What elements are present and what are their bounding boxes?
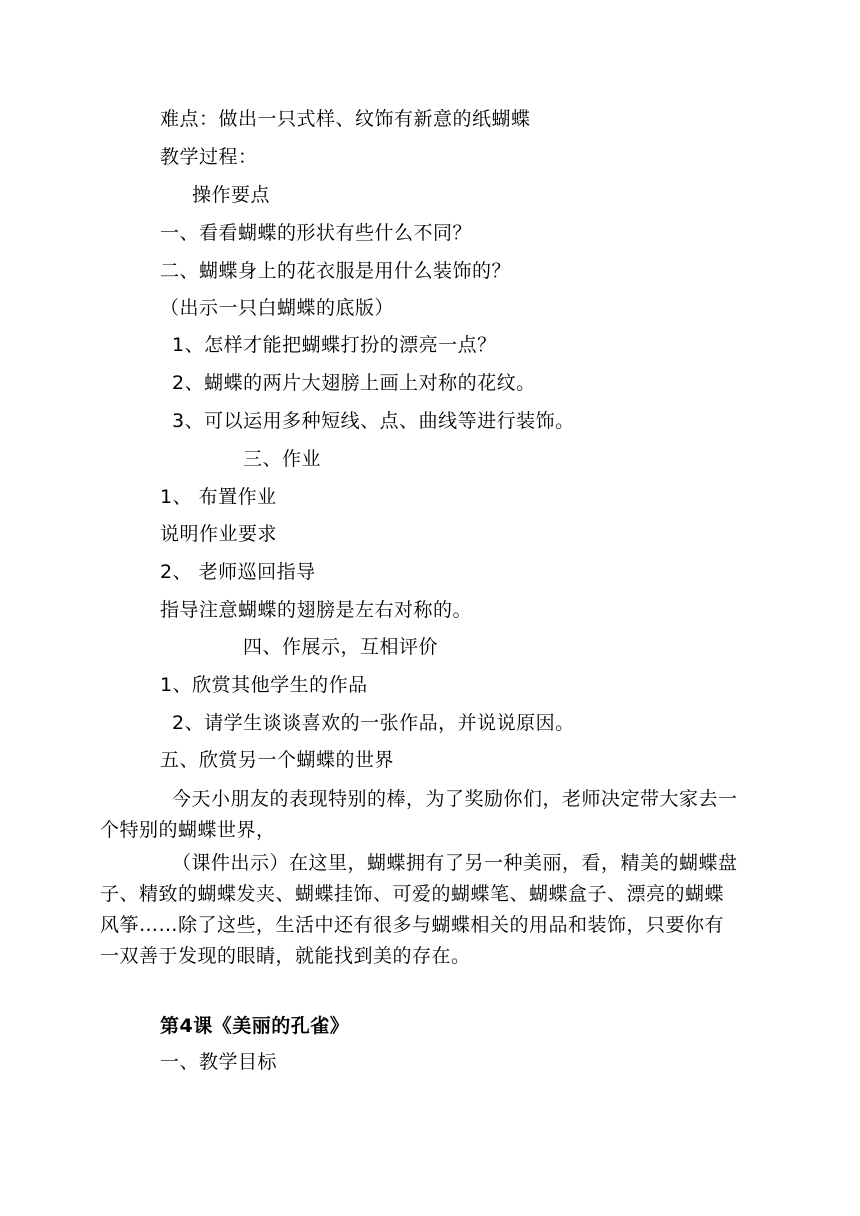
- step-two-line: 二、蝴蝶身上的花衣服是用什么装饰的？: [160, 260, 512, 282]
- homework-heading: 三、作业: [243, 448, 322, 470]
- teaching-process-heading: 教学过程：: [160, 146, 258, 168]
- item-1-line: 1、怎样才能把蝴蝶打扮的漂亮一点？: [172, 334, 497, 356]
- discuss-favorite-line: 2、请学生谈谈喜欢的一张作品，并说说原因。: [172, 712, 575, 734]
- another-world-heading: 五、欣赏另一个蝴蝶的世界: [160, 749, 395, 771]
- difficulty-line: 难点：做出一只式样、纹饰有新意的纸蝴蝶: [160, 108, 531, 130]
- lesson-title: 第4课《美丽的孔雀》: [160, 1015, 350, 1037]
- homework-requirements-line: 说明作业要求: [160, 523, 278, 545]
- homework-item-2: 2、 老师巡回指导: [160, 561, 316, 583]
- item-2-line: 2、蝴蝶的两片大翅膀上画上对称的花纹。: [172, 372, 536, 394]
- appreciate-works-line: 1、欣赏其他学生的作品: [160, 674, 368, 696]
- show-template-line: （出示一只白蝴蝶的底版）: [160, 297, 395, 319]
- courseware-paragraph: （课件出示）在这里，蝴蝶拥有了另一种美丽，看，精美的蝴蝶盘子、精致的蝴蝶发夹、蝴蝶挂饰、可爱的蝴蝶笔、蝴蝶盒子、漂亮的蝴蝶风筝……除了这些，生活中还有很多与蝴蝶相关的用品和装饰，只要你有一双善于发现的眼睛，就能找到美的存在。: [100, 852, 738, 967]
- step-one-line: 一、看看蝴蝶的形状有些什么不同？: [160, 222, 473, 244]
- teaching-goals-heading: 一、教学目标: [160, 1051, 278, 1073]
- operation-points-heading: 操作要点: [192, 184, 271, 206]
- item-3-line: 3、可以运用多种短线、点、曲线等进行装饰。: [172, 410, 575, 432]
- symmetry-guidance-line: 指导注意蝴蝶的翅膀是左右对称的。: [160, 599, 473, 621]
- homework-item-1: 1、 布置作业: [160, 486, 277, 508]
- reward-paragraph: 今天小朋友的表现特别的棒，为了奖励你们，老师决定带大家去一个特别的蝴蝶世界，: [100, 788, 738, 841]
- display-evaluation-heading: 四、作展示，互相评价: [243, 636, 439, 658]
